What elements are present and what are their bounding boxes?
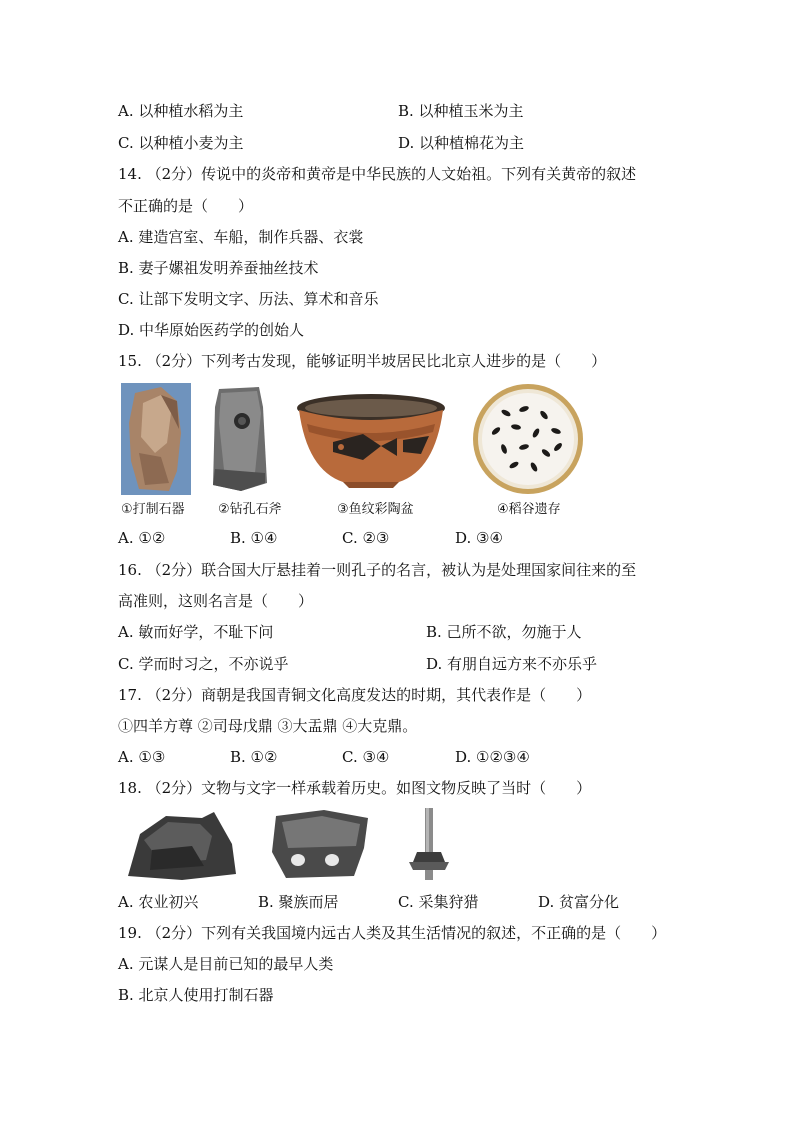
q13-option-b: B. 以种植玉米为主 [398, 102, 524, 120]
q17-option-c: C. ③④ [342, 748, 390, 766]
q14-option-a: A. 建造宫室、车船，制作兵器、衣裳 [118, 228, 364, 246]
q17-option-b: B. ①② [230, 748, 278, 766]
q14-option-c: C. 让部下发明文字、历法、算术和音乐 [118, 290, 379, 308]
q18-option-d: D. 贫富分化 [538, 893, 620, 911]
q15-caption-4: ④稻谷遗存 [497, 502, 561, 517]
q18-option-a: A. 农业初兴 [118, 893, 199, 911]
q15-stem: 15. （2分）下列考古发现，能够证明半坡居民比北京人进步的是（ ） [118, 352, 607, 370]
q16-option-b: B. 己所不欲，勿施于人 [426, 623, 582, 641]
fish-pattern-pottery-basin-image [293, 390, 449, 490]
q13-option-c: C. 以种植小麦为主 [118, 134, 244, 152]
q15-option-b: B. ①④ [230, 529, 278, 547]
q17-items: ①四羊方尊 ②司母戊鼎 ③大盂鼎 ④大克鼎。 [118, 717, 418, 735]
drilled-stone-axe-image [205, 383, 275, 495]
q17-stem: 17. （2分）商朝是我国青铜文化高度发达的时期，其代表作是（ ） [118, 686, 592, 704]
q16-option-d: D. 有朋自远方来不亦乐乎 [426, 655, 598, 673]
q15-option-c: C. ②③ [342, 529, 390, 547]
q19-option-b: B. 北京人使用打制石器 [118, 986, 274, 1004]
q14-option-d: D. 中华原始医药学的创始人 [118, 321, 305, 339]
q15-caption-2: ②钻孔石斧 [218, 502, 282, 517]
chipped-stone-tool-image [121, 383, 191, 495]
q15-caption-3: ③鱼纹彩陶盆 [337, 502, 414, 517]
q14-stem-line2: 不正确的是（ ） [118, 197, 254, 215]
q14-option-b: B. 妻子嫘祖发明养蚕抽丝技术 [118, 259, 319, 277]
q16-option-c: C. 学而时习之，不亦说乎 [118, 655, 289, 673]
q15-option-a: A. ①② [118, 529, 166, 547]
q14-stem-line1: 14. （2分）传说中的炎帝和黄帝是中华民族的人文始祖。下列有关黄帝的叙述 [118, 165, 637, 183]
q18-stem: 18. （2分）文物与文字一样承载着历史。如图文物反映了当时（ ） [118, 779, 592, 797]
q13-option-a: A. 以种植水稻为主 [118, 102, 244, 120]
q17-option-a: A. ①③ [118, 748, 166, 766]
q13-option-d: D. 以种植棉花为主 [398, 134, 525, 152]
q15-caption-1: ①打制石器 [121, 502, 185, 517]
q18-option-b: B. 聚族而居 [258, 893, 339, 911]
spindle-whorl-artifact-image [405, 806, 453, 882]
q15-option-d: D. ③④ [455, 529, 503, 547]
q16-stem-line1: 16. （2分）联合国大厅悬挂着一则孔子的名言，被认为是处理国家间往来的至 [118, 561, 637, 579]
q17-option-d: D. ①②③④ [455, 748, 530, 766]
stone-tool-artifact-1-image [122, 810, 240, 882]
q16-stem-line2: 高准则，这则名言是（ ） [118, 592, 314, 610]
q16-option-a: A. 敏而好学，不耻下问 [118, 623, 274, 641]
rice-grain-remains-image [466, 383, 590, 495]
stone-tool-artifact-2-image [268, 808, 374, 882]
q19-option-a: A. 元谋人是目前已知的最早人类 [118, 955, 334, 973]
q19-stem: 19. （2分）下列有关我国境内远古人类及其生活情况的叙述，不正确的是（ ） [118, 924, 667, 942]
q18-option-c: C. 采集狩猎 [398, 893, 479, 911]
